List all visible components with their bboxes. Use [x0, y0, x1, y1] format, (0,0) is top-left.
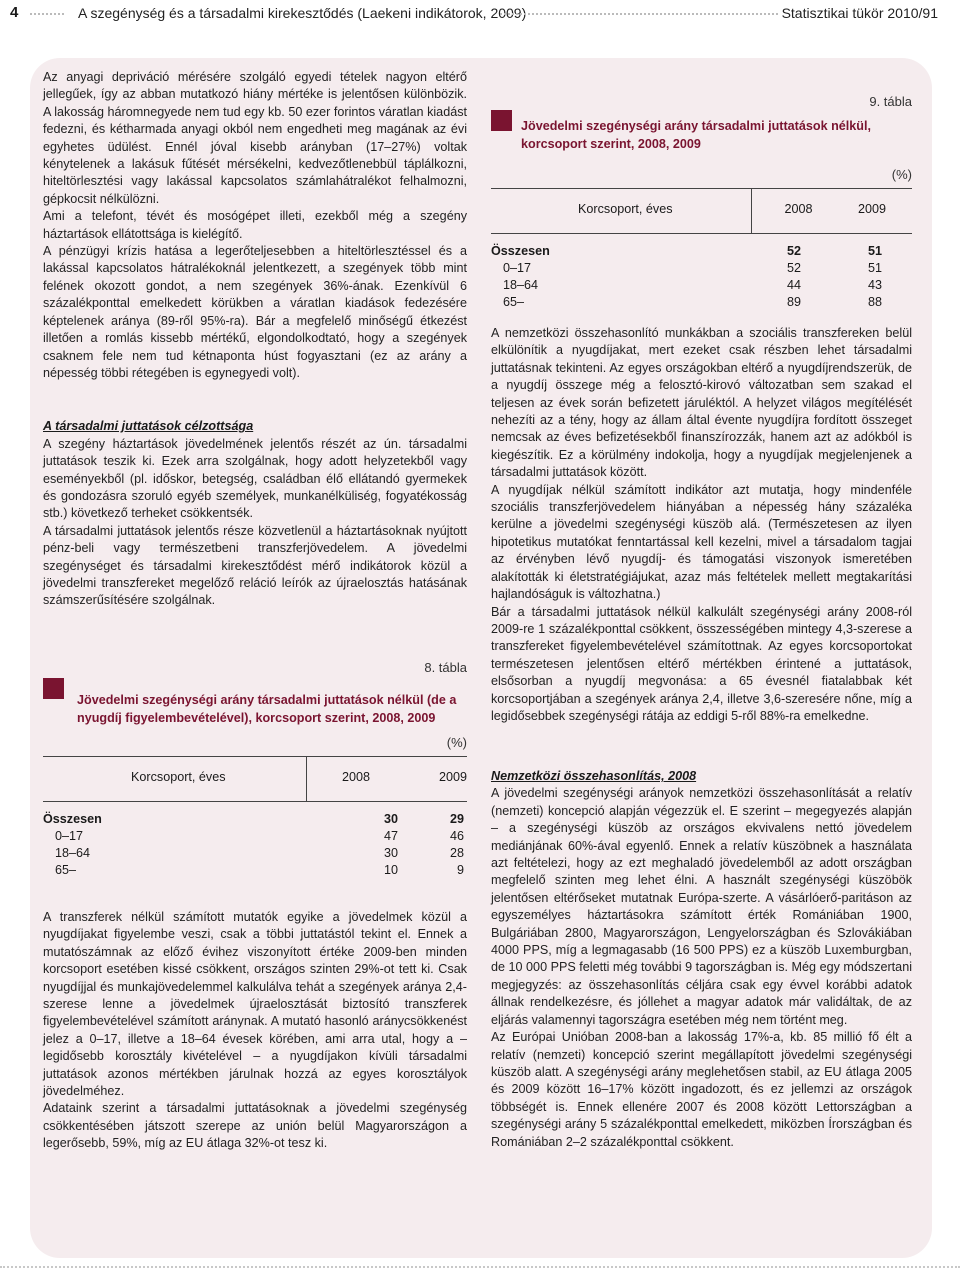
column-header: 2009 — [857, 202, 886, 216]
row-label: Összesen — [491, 244, 550, 258]
running-title: A szegénység és a társadalmi kirekesztődés (Laekeni indikátorok, 2009) — [78, 5, 527, 21]
table-row — [491, 278, 912, 295]
row-label: 65– — [503, 295, 525, 309]
cell-2009: 43 — [867, 278, 882, 292]
paragraph: Az anyagi depriváció mérésére szolgáló egyedi tételek nagyon eltérő jellegűek, így az abban mutatkozó hiány mértéke is jelentősen különbözik. A lakosság háromnegyede nem tud egy kb. 50 ezer forintos váratlan kiadást fedezni, és kétharmada anyagi okból nem engedheti meg magának az évi egyhetes üdülést. Ennél jóval kisebb arányban (17–27%) voltak kénytelenek a lakásuk fűtését mérsékelni, kedvezőtlenebbül táplálkozni, hiteltörlesztési vagy lakással kapcsolatos számlahátralékot felhalmozni, gépkocsit nélkülözni. — [43, 70, 467, 206]
page-number: 4 — [10, 4, 19, 21]
cell-2009: 28 — [449, 846, 464, 860]
table-row — [43, 846, 467, 863]
cell-2008: 44 — [786, 278, 801, 292]
publication-name: Statisztikai tükör 2010/91 — [781, 5, 938, 21]
paragraph: A nemzetközi összehasonlító munkákban a szociális transzfereken belül elkülönítik a nyugdíjakat, mert ezeket csak részben lehet társadalmi juttatásnak tekinteni. Az egyes országokban eltérő a nyugdíjrendszerük, de a nyugdíj összege még a felosztó-kirovó változatban sem szakad el teljesen az évek során befizetett járuléktól. A helyzet világos megítélését nehezíti az a tény, hogy az állam által évente nyugdíjra fordított összeget nemcsak az éves befizetésekből finanszírozzák, hanem azt az adókból is kiegészítik. Ez a körülmény indokolja, hogy a nyugdíjak megjelenjenek a társadalmi juttatások között. — [491, 326, 912, 480]
table-row — [491, 261, 912, 278]
row-label: 18–64 — [503, 278, 539, 292]
cell-2009: 51 — [867, 244, 882, 258]
header-dots-left — [30, 13, 64, 15]
table-header — [491, 188, 912, 234]
section-heading: A társadalmi juttatások célzottsága — [43, 419, 254, 434]
paragraph: A nyugdíjak nélkül számított indikátor azt mutatja, hogy mindenféle szociális transzferjövedelem hiányában a népesség hány százaléka kerülne a jövedelmi szegénységi küszöb alá. (Természetesen az ilyen hipotetikus mutatókat fenntartással kell kezelni, mivel a társadalom tagjai az érvényben lévő nyugdíj- és támogatási viszonyok ismeretében alakították ki életstratégiájukat, azaz más feltételek mellett megtakarítási hajlandóságuk is változhatna.) — [491, 482, 912, 602]
cell-2009: 88 — [867, 295, 882, 309]
table-body — [43, 802, 467, 880]
cell-2008: 30 — [383, 812, 398, 826]
column-header: 2008 — [341, 770, 371, 784]
column-header: 2009 — [438, 770, 467, 784]
paragraph: A szegény háztartások jövedelmének jelentős részét az ún. társadalmi juttatások teszik ki. Ezek arra szolgálnak, hogy adott helyzetekből vagy eseményekből (pl. időskor, betegség, családban élő ellátandó gyermekek és gondozásra szoruló egyéb személyek, munkanélküliség, fogyatékosság stb.) következő terheket csökkentsék. — [43, 436, 467, 521]
column-header: Korcsoport, éves — [578, 202, 673, 216]
table-number: 8. tábla — [424, 660, 467, 675]
row-label: Összesen — [43, 812, 102, 826]
table-unit: (%) — [891, 167, 912, 182]
paragraph: Az Európai Unióban 2008-ban a lakosság 17%-a, kb. 85 millió fő élt a relatív (nemzeti) koncepció szerint megállapított jövedelmi szegénységi küszöb alatt. A szegénységi arány meglehetősen stabil, az EU átlaga 2005 és 2009 között 16–17% között ingadozott, és ez jellemzi az országok többségét is. Ennek ellenére 2007 és 2008 között Lettországban a szegénységi arány 5 százalékponttal emelkedett, miközben Írországban és Romániában 2–2 százalékponttal csökkent. — [491, 1030, 912, 1149]
table-number: 9. tábla — [869, 94, 912, 109]
table-unit: (%) — [446, 735, 467, 750]
row-label: 65– — [55, 863, 77, 877]
cell-2008: 10 — [383, 863, 398, 877]
footer-dots — [0, 1266, 960, 1268]
left-column — [43, 69, 467, 610]
cell-2009: 29 — [449, 812, 464, 826]
table-marker-icon — [491, 110, 512, 131]
table-8 — [43, 660, 467, 880]
cell-2008: 47 — [383, 829, 398, 843]
paragraph: A transzferek nélkül számított mutatók egyike a jövedelmek közül a nyugdíjakat figyelembe veszi, csak a többi juttatástól tekint el. Ennek a mutatószámnak az előző évihez viszonyított értéke 2009-ben minden korcsoport esetében kissé csökkent, országos szinten 29%-ot tett ki. Csak nyugdíjjal és munkajövedelemmel kalkulálva tehát a szegények aránya 2,4-szerese lenne a jövedelmek újraelosztását biztosító transzferek figyelembevételével számított aránynak. A mutató hasonló aránycsökkenést jelez a 0–17, illetve a 18–64 évesek körében, ami arra utal, hogy a – legidősebb korosztály kivételével – a nyugdíjakon kívüli társadalmi juttatások azonos mértékben járulnak hozzá az egyes korosztályok jövedelméhez. — [43, 910, 467, 1099]
row-label: 0–17 — [55, 829, 84, 843]
table-body — [491, 234, 912, 312]
table-row — [43, 863, 467, 880]
cell-2008: 30 — [383, 846, 398, 860]
column-header: Korcsoport, éves — [131, 770, 226, 784]
column-header: 2008 — [784, 202, 813, 216]
table-title: Jövedelmi szegénységi arány társadalmi juttatások nélkül, korcsoport szerint, 2008, 2009 — [521, 119, 871, 151]
table-row — [491, 244, 912, 261]
table-header — [43, 756, 467, 802]
table-row — [43, 812, 467, 829]
row-label: 18–64 — [55, 846, 91, 860]
cell-2008: 52 — [786, 261, 801, 275]
cell-2009: 46 — [449, 829, 464, 843]
left-column-lower — [43, 909, 467, 1153]
table-row — [43, 829, 467, 846]
cell-2008: 52 — [786, 244, 801, 258]
table-marker-icon — [43, 678, 64, 699]
paragraph: Adataink szerint a társadalmi juttatásoknak a jövedelmi szegénység csökkentésében játszott szerepe az unión belül Magyarországon a legerősebb, 59%, míg az EU átlaga 32%-ot tesz ki. — [43, 1101, 467, 1151]
right-column-lower — [491, 768, 912, 1151]
row-label: 0–17 — [503, 261, 532, 275]
cell-2008: 89 — [786, 295, 801, 309]
paragraph: A pénzügyi krízis hatása a legerőteljesebben a hiteltörlesztéssel és a lakással kapcsolatos hátralékoknál jelentkezett, a szegények több mint felének okozott gondot, a nem szegények 36%-ának. Ezenkívül 6 százalékponttal emelkedett körükben a váratlan kiadások fedezésére képtelenek aránya (89-ről 95%-ra). Bár a megfelelő minőségű étkezést illetően a romlás kissebb mértékű, elgondolkodtató, hogy a szegények csaknem fele nem tud kétnaponta húst fogyasztani (ez az arány a népesség többi rétegében is egynegyedi volt). — [43, 244, 467, 380]
paragraph: A társadalmi juttatások jelentős része közvetlenül a háztartásoknak nyújtott pénz-beli vagy természetbeni transzferjövedelem. A jövedelmi szegénységet és társadalmi kirekesztődést mérő indikátorok közül a jövedelmi transzfereket megelőző reláció leírók az újraelosztás hatásának számszerűsítésére szolgálnak. — [43, 523, 467, 608]
paragraph: A jövedelmi szegénységi arányok nemzetközi összehasonlítását a relatív (nemzeti) koncepció alapján végezzük el. E szerint – megegyezés alapján – a szegénységi küszöb az országos ekvivalens nettó jövedelem mediánjának 60%-ával egyenlő. Ennek a relatív küszöbnek a használata azt feltételezi, hogy az ezt meghaladó jövedelemből az adott országban megfelelő szinten meg lehet élni. A használt szegénységi küszöbök jelentősen eltérőseket mutatnak Európa-szerte. A vásárlóerő-paritáson az egyszemélyes háztartásokra számított érték Romániában 1900, Bulgáriában 2800, Magyarországon, Lengyelországban és Szlovákiában 4000 PPS, míg a legmagasabb (16 500 PPS) ez a küszöb Luxemburgban, de 10 000 PPS feletti még további 9 tagországban is. Még egy módszertani megjegyzés: az összehasonlítás céljára csak egy évvel korábbi adatok állnak rendelkezésre, és jóllehet a magyar adatok már validáltak, de az eljárás valamennyi tagországra esetében még nem történt meg. — [491, 786, 912, 1027]
cell-2009: 9 — [456, 863, 464, 877]
paragraph: Ami a telefont, tévét és mosógépet illeti, ezekből még a szegény háztartások ellátottsága is kielégítő. — [43, 209, 467, 241]
page-header — [0, 0, 960, 28]
table-9 — [491, 94, 912, 312]
header-dots-right — [500, 13, 778, 15]
paragraph: Bár a társadalmi juttatások nélkül kalkulált szegénységi arány 2008-ról 2009-re 1 százalékponttal csökkent, összességében mintegy 4,3-szerese a transzfereket figyelembevételével számítottnak. Az egyes korcsoportokat természetesen jelentősen eltérő mértékben érintené a juttatások, elsősorban a nyugdíj megvonása: a 65 évesnél fiatalabbak két korcsoportjában a szegények aránya 2,4, illetve 3,6-szeresére nőne, míg a legidősebbek szegénységi rátája az eddigi 5-ről 88%-ra emelkedne. — [491, 604, 912, 723]
section-heading: Nemzetközi összehasonlítás, 2008 — [491, 769, 697, 783]
table-title: Jövedelmi szegénységi arány társadalmi juttatások nélkül (de a nyugdíj figyelembevételével), korcsoport szerint, 2008, 2009 — [77, 693, 457, 725]
cell-2009: 51 — [867, 261, 882, 275]
table-row — [491, 295, 912, 312]
right-column-upper — [491, 325, 912, 725]
